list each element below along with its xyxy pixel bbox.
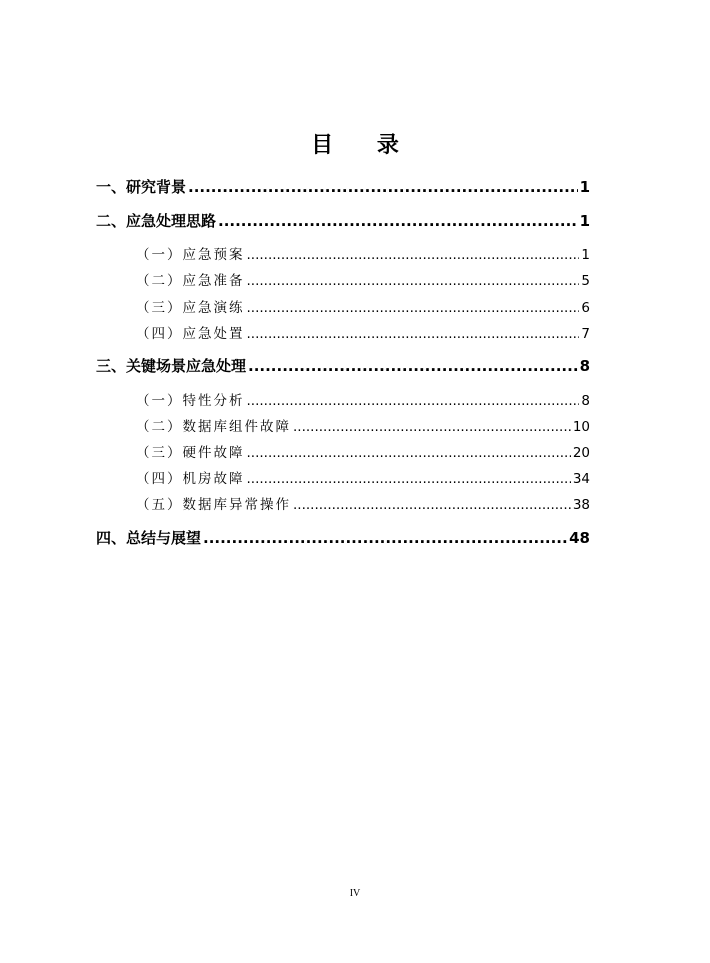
- toc-leader-dots: [188, 178, 578, 196]
- toc-entry-page: 38: [572, 497, 590, 513]
- toc-entry-label: 三、关键场景应急处理: [96, 357, 247, 375]
- toc-leader-dots: [293, 419, 571, 435]
- toc-entry-page: 1: [579, 212, 590, 230]
- toc-entry-label: 一、研究背景: [96, 178, 187, 196]
- toc-entry-page: 8: [579, 357, 590, 375]
- toc-entry-page: 48: [569, 529, 590, 547]
- toc-leader-dots: [247, 273, 580, 289]
- toc-entry-page: 20: [572, 445, 590, 461]
- toc-leader-dots: [203, 529, 567, 547]
- toc-entry-page: 5: [581, 273, 590, 289]
- toc-entry-label: （五）数据库异常操作: [136, 497, 291, 513]
- toc-entry[interactable]: [96, 210, 590, 231]
- toc-leader-dots: [247, 393, 580, 409]
- toc-subentry[interactable]: [96, 269, 590, 289]
- toc-entry-page: 8: [581, 393, 590, 409]
- toc-subentry[interactable]: [96, 296, 590, 316]
- toc-entry[interactable]: [96, 176, 590, 197]
- toc-leader-dots: [247, 326, 580, 342]
- toc-subentry[interactable]: [96, 389, 590, 409]
- toc-subentry[interactable]: [96, 493, 590, 513]
- toc-entry-label: （二）数据库组件故障: [136, 419, 291, 435]
- toc-entry-page: 1: [579, 178, 590, 196]
- toc-entry-label: （四）机房故障: [136, 471, 245, 487]
- toc-entry-page: 34: [572, 471, 590, 487]
- page-title: 目 录: [311, 133, 417, 158]
- toc-subentry[interactable]: [96, 415, 590, 435]
- toc-leader-dots: [293, 497, 571, 513]
- toc-entry-page: 1: [581, 247, 590, 263]
- toc-entry-label: 二、应急处理思路: [96, 212, 217, 230]
- toc-entry-label: （二）应急准备: [136, 273, 245, 289]
- toc-leader-dots: [248, 357, 578, 375]
- toc-entry-label: （四）应急处置: [136, 326, 245, 342]
- toc-entry-page: 7: [581, 326, 590, 342]
- toc-entry-label: （一）应急预案: [136, 247, 245, 263]
- toc-subentry[interactable]: [96, 322, 590, 342]
- toc-subentry[interactable]: [96, 243, 590, 263]
- toc-entry-page: 6: [581, 300, 590, 316]
- toc-leader-dots: [247, 300, 580, 316]
- toc-entry-page: 10: [572, 419, 590, 435]
- toc-entry[interactable]: [96, 527, 590, 548]
- toc-leader-dots: [218, 212, 578, 230]
- page-number: IV: [349, 888, 361, 899]
- toc-leader-dots: [247, 247, 580, 263]
- toc-leader-dots: [247, 445, 571, 461]
- toc-entry-label: （一）特性分析: [136, 393, 245, 409]
- toc-entry-label: （三）硬件故障: [136, 445, 245, 461]
- toc-subentry[interactable]: [96, 441, 590, 461]
- toc-entry[interactable]: [96, 355, 590, 376]
- toc-entry-label: （三）应急演练: [136, 300, 245, 316]
- toc-entry-label: 四、总结与展望: [96, 529, 202, 547]
- toc-subentry[interactable]: [96, 467, 590, 487]
- toc-leader-dots: [247, 471, 571, 487]
